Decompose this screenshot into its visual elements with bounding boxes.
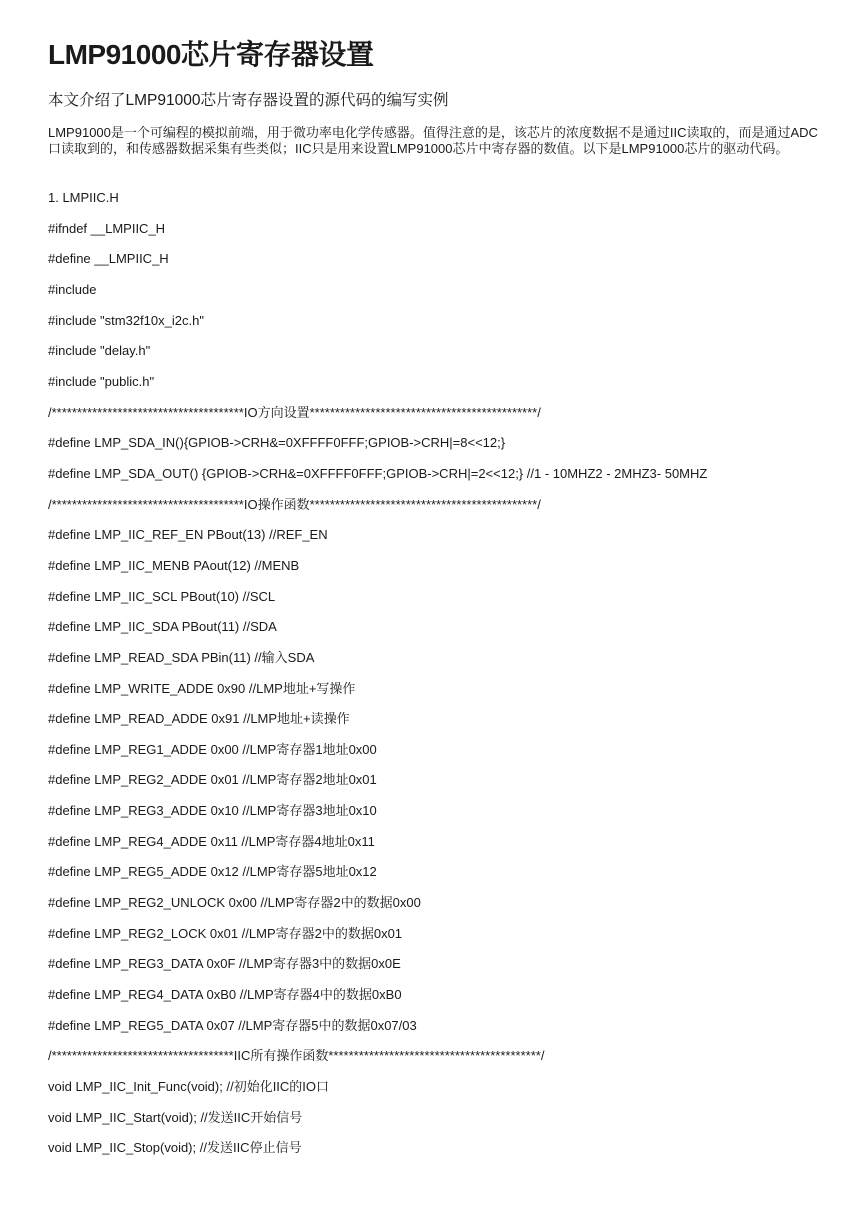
code-line: #define LMP_REG4_ADDE 0x11 //LMP寄存器4地址0x11 — [48, 833, 375, 849]
code-line: #include "delay.h" — [48, 343, 151, 359]
code-line: /************************************IIC所有操作函数******************************************/ — [48, 1048, 545, 1064]
code-line: #define LMP_REG1_ADDE 0x00 //LMP寄存器1地址0x00 — [48, 741, 377, 757]
code-line: #define LMP_REG2_ADDE 0x01 //LMP寄存器2地址0x01 — [48, 772, 377, 788]
code-line: #ifndef __LMPIIC_H — [48, 220, 166, 236]
code-line: #define LMP_IIC_SCL PBout(10) //SCL — [48, 588, 276, 604]
code-line: #define LMP_REG5_DATA 0x07 //LMP寄存器5中的数据0x07/03 — [48, 1017, 417, 1033]
code-line: 1. LMPIIC.H — [48, 190, 119, 205]
code-line: #define LMP_WRITE_ADDE 0x90 //LMP地址+写操作 — [48, 680, 356, 696]
code-line: #include "public.h" — [48, 373, 155, 389]
code-line: #define LMP_READ_ADDE 0x91 //LMP地址+读操作 — [48, 711, 350, 727]
code-line: #define LMP_REG4_DATA 0xB0 //LMP寄存器4中的数据0xB0 — [48, 987, 402, 1003]
code-line: void LMP_IIC_Init_Func(void); //初始化IIC的IO口 — [48, 1079, 330, 1095]
code-line: void LMP_IIC_Start(void); //发送IIC开始信号 — [48, 1109, 303, 1125]
code-line: #define LMP_REG3_DATA 0x0F //LMP寄存器3中的数据0x0E — [48, 956, 401, 972]
code-line: void LMP_IIC_Stop(void); //发送IIC停止信号 — [48, 1140, 302, 1156]
code-line: #include — [48, 281, 97, 297]
code-line: #define __LMPIIC_H — [48, 251, 169, 267]
code-line: #define LMP_REG3_ADDE 0x10 //LMP寄存器3地址0x10 — [48, 803, 377, 819]
code-line: /**************************************IO操作函数*********************************************/ — [48, 496, 541, 512]
code-line: #define LMP_IIC_MENB PAout(12) //MENB — [48, 557, 300, 573]
document-title: LMP91000芯片寄存器设置 — [48, 39, 374, 70]
intro-paragraph: LMP91000是一个可编程的模拟前端，用于微功率电化学传感器。值得注意的是，该芯片的浓度数据不是通过IIC读取的，而是通过ADC口读取到的，和传感器数据采集有些类似；IIC只是用来设置LMP91000芯片中寄存器的数值。以下是LMP91000芯片的驱动代码。 — [48, 125, 818, 157]
code-line: #define LMP_REG2_UNLOCK 0x00 //LMP寄存器2中的数据0x00 — [48, 895, 421, 911]
code-line: #define LMP_REG5_ADDE 0x12 //LMP寄存器5地址0x12 — [48, 864, 377, 880]
code-line: #define LMP_READ_SDA PBin(11) //输入SDA — [48, 649, 315, 665]
document-subtitle: 本文介绍了LMP91000芯片寄存器设置的源代码的编写实例 — [48, 92, 449, 109]
code-line: #define LMP_SDA_OUT() {GPIOB->CRH&=0XFFFF0FFF;GPIOB->CRH|=2<<12;} //1 - 10MHZ2 - 2MHZ3- 50MHZ — [48, 465, 708, 481]
code-line: #include "stm32f10x_i2c.h" — [48, 312, 204, 328]
code-line: #define LMP_IIC_SDA PBout(11) //SDA — [48, 619, 277, 635]
code-line: /**************************************IO方向设置*********************************************/ — [48, 404, 541, 420]
code-line: #define LMP_REG2_LOCK 0x01 //LMP寄存器2中的数据0x01 — [48, 925, 403, 941]
code-line: #define LMP_SDA_IN(){GPIOB->CRH&=0XFFFF0FFF;GPIOB->CRH|=8<<12;} — [48, 435, 506, 451]
code-line: #define LMP_IIC_REF_EN PBout(13) //REF_EN — [48, 527, 328, 543]
code-lines — [48, 188, 707, 1169]
